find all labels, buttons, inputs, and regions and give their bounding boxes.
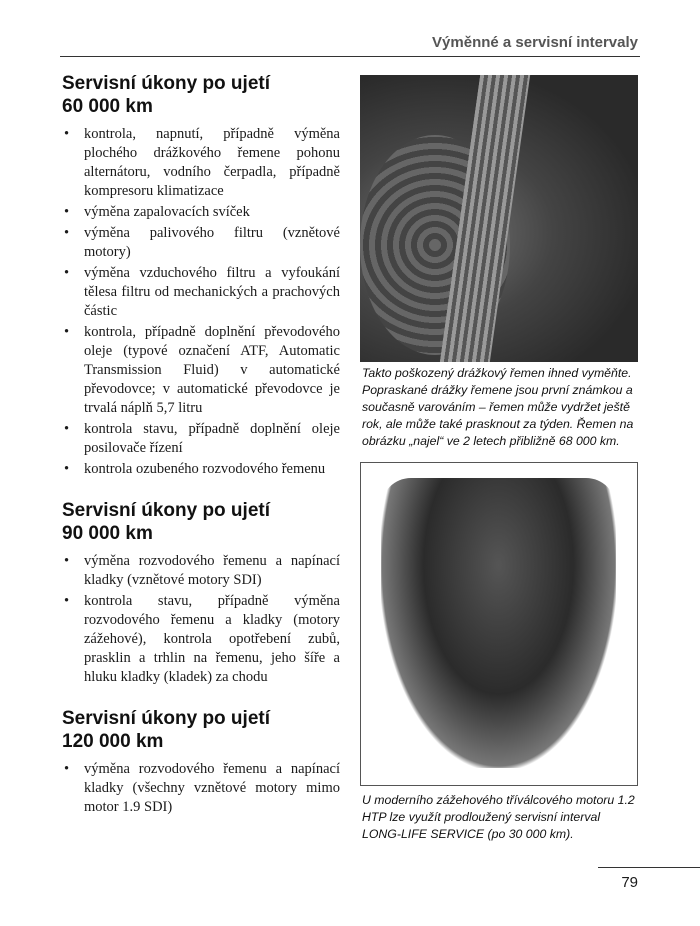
section-heading-120000 <box>62 707 340 753</box>
engine-image <box>381 478 616 768</box>
footer-rule <box>598 867 700 868</box>
service-list-120000 <box>62 760 340 817</box>
list-item: • kontrola, případně doplnění převodového oleje (typové označení ATF, Automatic Transmission Fluid) v automatické převodovce; v automatické převodovce je trvalá náplň 5,7 litru <box>62 323 340 418</box>
text-column <box>62 72 340 837</box>
service-list-90000 <box>62 552 340 687</box>
running-header: Výměnné a servisní intervaly <box>432 34 638 51</box>
heading-line: Servisní úkony po ujetí <box>62 500 270 521</box>
list-item: • kontrola ozubeného rozvodového řemenu <box>62 460 340 479</box>
list-item: • výměna palivového filtru (vznětové motory) <box>62 224 340 262</box>
list-item: • výměna zapalovacích svíček <box>62 203 340 222</box>
engine-photo <box>360 462 638 786</box>
list-item: • výměna vzduchového filtru a vyfoukání tělesa filtru od mechanických a prachových částic <box>62 264 340 321</box>
heading-line: 60 000 km <box>62 96 153 117</box>
heading-line: Servisní úkony po ujetí <box>62 73 270 94</box>
photo-caption: U moderního zážehového tříválcového motoru 1.2 HTP lze využít prodloužený servisní interval LONG-LIFE SERVICE (po 30 000 km). <box>362 793 635 841</box>
section-heading-60000 <box>62 72 340 118</box>
belt-photo <box>360 75 638 362</box>
page-number: 79 <box>621 874 638 891</box>
heading-line: 90 000 km <box>62 523 153 544</box>
header-rule <box>60 56 640 57</box>
list-item: • výměna rozvodového řemenu a napínací kladky (vznětové motory SDI) <box>62 552 340 590</box>
service-list-60000 <box>62 125 340 479</box>
heading-line: 120 000 km <box>62 731 164 752</box>
list-item: • kontrola stavu, případně výměna rozvodového řemenu a kladky (motory zážehové), kontrola opotřebení zubů, prasklin a trhlin na řemenu, jeho šíře a hluku kladky (kladek) za chodu <box>62 592 340 687</box>
list-item: • kontrola, napnutí, případně výměna plochého drážkového řemene pohonu alternátoru, vodního čerpadla, případně kompresoru klimatizace <box>62 125 340 201</box>
section-heading-90000 <box>62 499 340 545</box>
list-item: • kontrola stavu, případně doplnění oleje posilovače řízení <box>62 420 340 458</box>
heading-line: Servisní úkony po ujetí <box>62 708 270 729</box>
list-item: • výměna rozvodového řemenu a napínací kladky (všechny vznětové motory mimo motor 1.9 SDI) <box>62 760 340 817</box>
photo-caption: Takto poškozený drážkový řemen ihned vyměňte. Popraskané drážky řemene jsou první známkou a současně varováním – řemen může vydržet ještě rok, ale může také prasknout za týden. Řemen na obrázku „najel“ ve 2 letech přibližně 68 000 km. <box>362 366 634 448</box>
